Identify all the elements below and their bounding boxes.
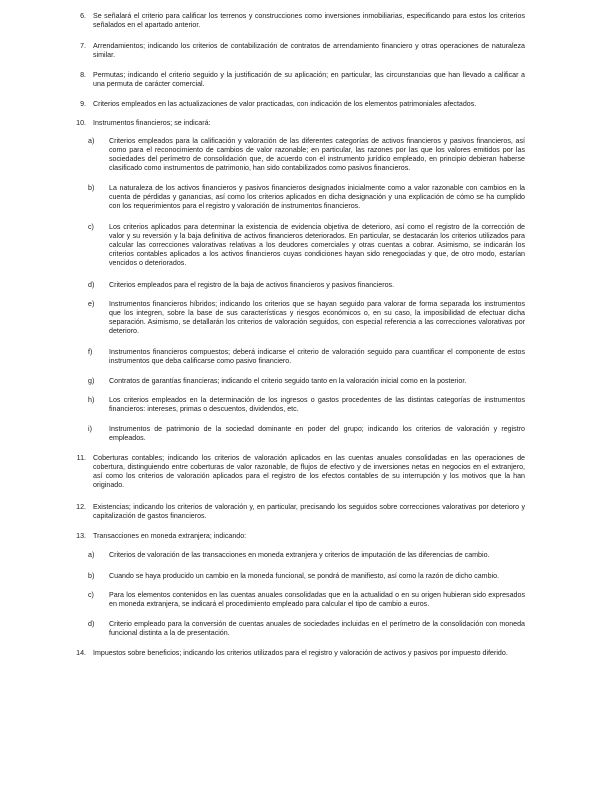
item-letter: g) [88, 377, 95, 385]
item-text: Transacciones en moneda extranjera; indicando: [93, 532, 247, 540]
item-text: Permutas; indicando el criterio seguido y la justificación de su aplicación; en particular, las circunstancias que han llevado a calificar a una permuta de carácter comercial. [93, 71, 525, 89]
item-text: Criterios empleados para la calificación y valoración de las diferentes categorías de activos financieros y pasivos financieros, así como para el reconocimiento de cambios de valor razonable; en particular, las razones por las que los valores emitidos por las sociedades del perímetro de consolidación que, de acuerdo con el instrumento jurídico empleado, en principio debieran haberse clasificado como instrumentos de patrimonio, han sido contabilizados como pasivos financieros. [109, 137, 525, 173]
item-text: Cuando se haya producido un cambio en la moneda funcional, se pondrá de manifiesto, así como la razón de dicho cambio. [109, 572, 500, 580]
item-number: 12. [76, 503, 86, 511]
item-letter: c) [88, 223, 94, 231]
item-number: 10. [76, 119, 86, 127]
item-text: Los criterios empleados en la determinación de los ingresos o gastos procedentes de las distintas categorías de instrumentos financieros: intereses, primas o descuentos, dividendos, etc. [109, 396, 525, 414]
item-number: 7. [80, 42, 86, 50]
item-letter: a) [88, 551, 95, 559]
item-number: 14. [76, 649, 86, 657]
item-text: Criterios empleados en las actualizaciones de valor practicadas, con indicación de los elementos patrimoniales afectados. [93, 100, 477, 108]
item-text: Contratos de garantías financieras; indicando el criterio seguido tanto en la valoración inicial como en la posterior. [109, 377, 467, 385]
item-number: 13. [76, 532, 86, 540]
item-letter: b) [88, 184, 95, 192]
item-letter: d) [88, 620, 95, 628]
item-text: Criterio empleado para la conversión de cuentas anuales de sociedades incluidas en el perímetro de la consolidación con moneda funcional distinta a la de presentación. [109, 620, 525, 638]
item-text: Instrumentos financieros compuestos; deberá indicarse el criterio de valoración seguido para cuantificar el componente de estos instrumentos que deba calificarse como pasivo financiero. [109, 348, 525, 366]
item-letter: i) [88, 425, 92, 433]
item-text: Criterios de valoración de las transacciones en moneda extranjera y criterios de imputación de las diferencias de cambio. [109, 551, 490, 559]
item-letter: c) [88, 591, 94, 599]
item-letter: d) [88, 281, 95, 289]
item-letter: b) [88, 572, 95, 580]
item-number: 11. [76, 454, 86, 462]
item-text: La naturaleza de los activos financieros y pasivos financieros designados inicialmente como a valor razonable con cambios en la cuenta de pérdidas y ganancias, así como los criterios aplicados en dicha designación y una explicación de cómo se ha cumplido con los requerimientos para el registro y valoración de instrumentos financieros. [109, 184, 525, 211]
item-text: Coberturas contables; indicando los criterios de valoración aplicados en las cuentas anuales consolidadas en las operaciones de cobertura, distinguiendo entre coberturas de valor razonable, de flujos de efectivo y de inversiones netas en negocios en el extranjero, así como los criterios de valoración aplicados para el registro de los efectos contables de su interrupción y los motivos que la han originado. [93, 454, 525, 490]
item-letter: e) [88, 300, 95, 308]
item-text: Impuestos sobre beneficios; indicando los criterios utilizados para el registro y valoración de activos y pasivos por impuesto diferido. [93, 649, 508, 657]
item-number: 9. [80, 100, 86, 108]
item-text: Existencias; indicando los criterios de valoración y, en particular, precisando los seguidos sobre correcciones valorativas por deterioro y capitalización de gastos financieros. [93, 503, 525, 521]
item-letter: h) [88, 396, 95, 404]
item-number: 8. [80, 71, 86, 79]
item-text: Instrumentos financieros híbridos; indicando los criterios que se hayan seguido para valorar de forma separada los instrumentos que los integren, sobre la base de sus características y riesgos económicos o, en su caso, la imposibilidad de efectuar dicha separación. Asimismo, se detallarán los criterios de valoración seguidos, con especial referencia a las correcciones valorativas por deterioro. [109, 300, 525, 336]
item-text: Arrendamientos; indicando los criterios de contabilización de contratos de arrendamiento financiero y otras operaciones de naturaleza similar. [93, 42, 525, 60]
item-letter: f) [88, 348, 93, 356]
item-text: Se señalará el criterio para calificar los terrenos y construcciones como inversiones inmobiliarias, especificando para estos los criterios señalados en el apartado anterior. [93, 12, 525, 30]
item-letter: a) [88, 137, 95, 145]
item-text: Para los elementos contenidos en las cuentas anuales consolidadas que en la actualidad o en su origen hubieran sido expresados en moneda extranjera, se indicará el procedimiento empleado para calcular el tipo de cambio a euros. [109, 591, 525, 609]
item-text: Instrumentos de patrimonio de la sociedad dominante en poder del grupo; indicando los criterios de valoración y registro empleados. [109, 425, 525, 443]
item-text: Instrumentos financieros; se indicará: [93, 119, 211, 127]
item-text: Criterios empleados para el registro de la baja de activos financieros y pasivos financieros. [109, 281, 395, 289]
item-text: Los criterios aplicados para determinar la existencia de evidencia objetiva de deterioro, así como el registro de la corrección de valor y su reversión y la baja definitiva de activos financieros deteriorados. En particular, se destacarán los criterios utilizados para calcular las correcciones valorativas relativas a los deudores comerciales y otras cuentas a cobrar. Asimismo, se indicarán los criterios contables aplicados a los activos financieros cuyas condiciones hayan sido renegociadas y que, de otro modo, estarían vencidos o deteriorados. [109, 223, 525, 268]
item-number: 6. [80, 12, 86, 20]
